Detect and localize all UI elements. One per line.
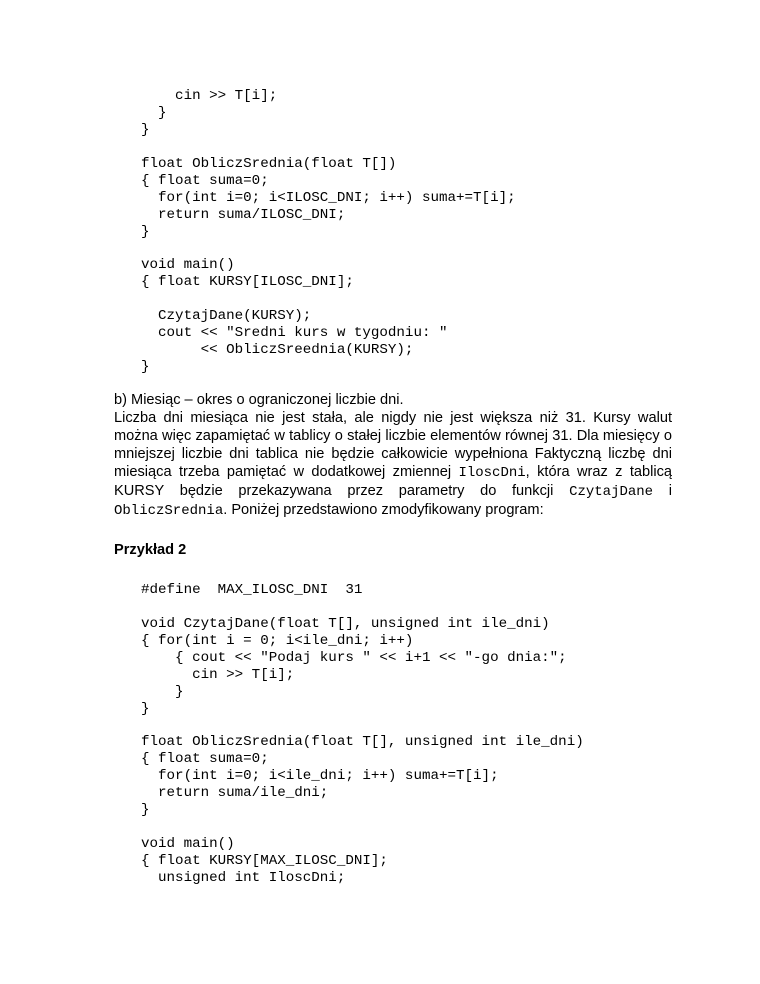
paragraph-text: Liczba dni miesiąca nie jest stała, ale nigdy nie jest większa niż 31. Kursy walut można więc zapamiętać w tablicy o stałej liczbie elementów równej 31. Dla miesięcy o mniejszej liczbie dni tablica nie będzie całkowicie wypełniona Faktyczną liczbę dni miesiąca trzeba pamiętać w dodatkowej zmiennej bbox=[114, 410, 672, 480]
section-b-paragraph bbox=[114, 410, 672, 520]
paragraph-text: . Poniżej przedstawiono zmodyfikowany program: bbox=[223, 501, 544, 518]
code-line: CzytajDane(KURSY); bbox=[141, 308, 312, 325]
code-line: return suma/ILOSC_DNI; bbox=[141, 206, 346, 223]
code-line: void main() bbox=[141, 836, 235, 853]
code-line: } bbox=[141, 223, 150, 240]
code-line: { cout << "Podaj kurs " << i+1 << "-go dnia:"; bbox=[141, 649, 567, 666]
code-line: << ObliczSreednia(KURSY); bbox=[141, 342, 414, 359]
code-line: void main() bbox=[141, 257, 235, 274]
code-line: } bbox=[141, 683, 184, 700]
code-line: { float KURSY[MAX_ILOSC_DNI]; bbox=[141, 853, 388, 869]
paragraph-text: , która wraz z tablicą KURSY będzie przekazywana przez parametry do funkcji bbox=[114, 463, 673, 499]
code-line: { float suma=0; bbox=[141, 751, 269, 768]
code-line: float ObliczSrednia(float T[]) bbox=[141, 155, 397, 172]
code-line bbox=[141, 240, 516, 257]
code-line: cout << "Sredni kurs w tygodniu: " bbox=[141, 325, 448, 342]
code-listing-example-2 bbox=[141, 582, 584, 887]
code-line: { float suma=0; bbox=[141, 172, 269, 189]
code-line bbox=[141, 139, 516, 156]
code-line: return suma/ile_dni; bbox=[141, 785, 329, 802]
code-line: cin >> T[i]; bbox=[141, 88, 278, 104]
inline-code-iloscdni: IloscDni bbox=[458, 464, 526, 481]
code-line: { for(int i = 0; i<ile_dni; i++) bbox=[141, 632, 414, 649]
code-line: } bbox=[141, 121, 150, 138]
code-listing-top bbox=[141, 88, 516, 376]
code-line: } bbox=[141, 359, 150, 375]
code-line: } bbox=[141, 104, 167, 121]
inline-code-obliczsrednia: ObliczSrednia bbox=[114, 502, 224, 519]
code-line: for(int i=0; i<ILOSC_DNI; i++) suma+=T[i]; bbox=[141, 189, 516, 206]
code-line: } bbox=[141, 802, 150, 819]
inline-code-czytajdane: CzytajDane bbox=[569, 483, 654, 500]
section-b-heading: b) Miesiąc – okres o ograniczonej liczbie dni. bbox=[114, 392, 404, 408]
code-line: #define MAX_ILOSC_DNI 31 bbox=[141, 582, 363, 598]
code-line: unsigned int IloscDni; bbox=[141, 869, 346, 886]
code-line: cin >> T[i]; bbox=[141, 666, 295, 683]
code-line: { float KURSY[ILOSC_DNI]; bbox=[141, 274, 354, 291]
code-line bbox=[141, 718, 584, 735]
paragraph-text: i bbox=[653, 482, 673, 499]
code-line bbox=[141, 291, 516, 308]
code-line: float ObliczSrednia(float T[], unsigned int ile_dni) bbox=[141, 734, 584, 751]
code-line: } bbox=[141, 700, 150, 717]
code-line bbox=[141, 819, 584, 836]
code-line bbox=[141, 599, 584, 616]
code-line: for(int i=0; i<ile_dni; i++) suma+=T[i]; bbox=[141, 768, 499, 785]
code-line: void CzytajDane(float T[], unsigned int ile_dni) bbox=[141, 615, 550, 632]
example-heading: Przykład 2 bbox=[114, 542, 187, 558]
